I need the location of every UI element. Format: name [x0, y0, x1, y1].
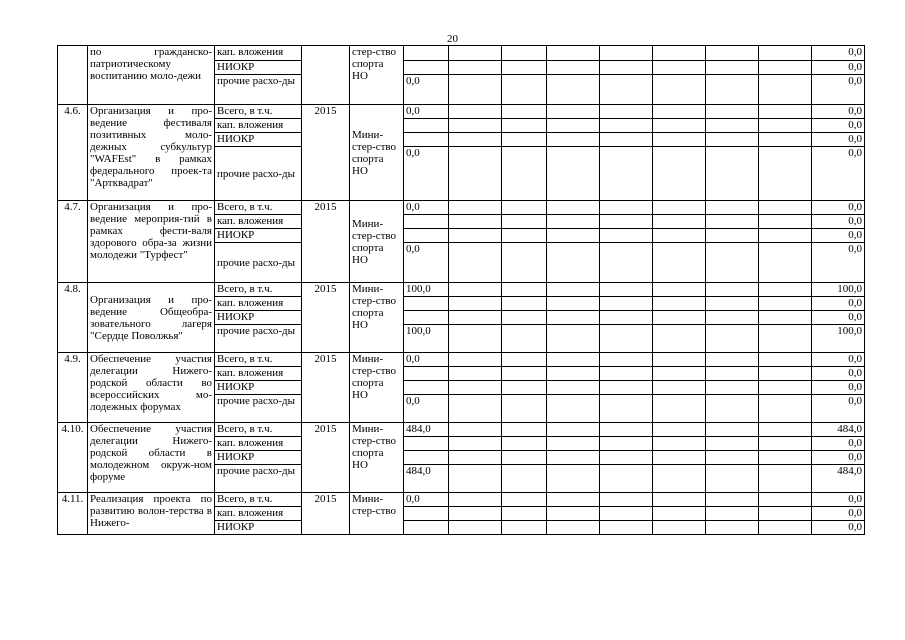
total-cell: 0,0	[812, 493, 865, 507]
value-cell	[404, 437, 449, 451]
expense-type-other: прочие расхо-ды	[215, 147, 302, 201]
value-cell	[404, 215, 449, 229]
measure-name: Организация и про-ведение фестиваля позитивных моло-дежных субкультур "WAFEst" в рамках федерального проек-та "Артквадрат"	[88, 105, 215, 201]
ministry-cell: Мини-стер-ство спорта НО	[350, 353, 404, 423]
total-cell: 0,0	[812, 353, 865, 367]
expense-type-total: Всего, в т.ч.	[215, 353, 302, 367]
value-cell: 484,0	[404, 465, 449, 493]
expense-type-niokr: НИОКР	[215, 521, 302, 535]
total-cell: 100,0	[812, 325, 865, 353]
expense-type-other: прочие расхо-ды	[215, 243, 302, 283]
table-row	[58, 353, 865, 367]
total-cell: 0,0	[812, 46, 865, 61]
measure-name: Организация и про-ведение мероприя-тий в рамках фести-валя здорового обра-за жизни молодежи "Турфест"	[88, 201, 215, 283]
year-cell: 2015	[302, 353, 350, 423]
row-number: 4.10.	[58, 423, 88, 493]
value-cell	[404, 133, 449, 147]
year-cell: 2015	[302, 283, 350, 353]
ministry-cell: Мини-стер-ство спорта НО	[350, 201, 404, 283]
value-cell: 0,0	[404, 201, 449, 215]
table-row	[58, 46, 865, 61]
total-cell: 0,0	[812, 395, 865, 423]
total-cell: 0,0	[812, 201, 865, 215]
expense-type-niokr: НИОКР	[215, 133, 302, 147]
value-cell: 484,0	[404, 423, 449, 437]
value-cell	[404, 381, 449, 395]
value-cell	[404, 61, 449, 75]
measure-name: Реализация проекта по развитию волон-терства в Нижего-	[88, 493, 215, 535]
expense-type-cap: кап. вложения	[215, 215, 302, 229]
expense-type-total: Всего, в т.ч.	[215, 493, 302, 507]
ministry-cell: Мини-стер-ство спорта НО	[350, 423, 404, 493]
total-cell: 0,0	[812, 507, 865, 521]
table-row	[58, 105, 865, 119]
total-cell: 484,0	[812, 465, 865, 493]
total-cell: 0,0	[812, 451, 865, 465]
expense-type-cap: кап. вложения	[215, 297, 302, 311]
value-cell: 0,0	[404, 243, 449, 283]
expense-type-niokr: НИОКР	[215, 311, 302, 325]
value-cell: 0,0	[404, 147, 449, 201]
budget-table	[57, 45, 865, 535]
total-cell: 484,0	[812, 423, 865, 437]
year-cell: 2015	[302, 201, 350, 283]
ministry-cell: Мини-стер-ство	[350, 493, 404, 535]
page-number: 20	[447, 33, 458, 45]
expense-type-total: Всего, в т.ч.	[215, 105, 302, 119]
expense-type-other: прочие расхо-ды	[215, 395, 302, 423]
expense-type-cap: кап. вложения	[215, 437, 302, 451]
measure-name: Обеспечение участия делегации Нижего-родской области в молодежном окруж-ном форуме	[88, 423, 215, 493]
value-cell	[404, 311, 449, 325]
expense-type-other: прочие расхо-ды	[215, 465, 302, 493]
expense-type-other: прочие расхо-ды	[215, 325, 302, 353]
measure-name: Организация и про-ведение Общеобра-зовательного лагеря "Сердце Поволжья"	[88, 283, 215, 353]
table-row	[58, 283, 865, 297]
total-cell: 0,0	[812, 119, 865, 133]
total-cell: 0,0	[812, 311, 865, 325]
row-number: 4.9.	[58, 353, 88, 423]
expense-type-cap: кап. вложения	[215, 367, 302, 381]
total-cell: 0,0	[812, 297, 865, 311]
total-cell: 0,0	[812, 243, 865, 283]
total-cell: 0,0	[812, 133, 865, 147]
expense-type-niokr: НИОКР	[215, 61, 302, 75]
expense-type-total: Всего, в т.ч.	[215, 283, 302, 297]
value-cell	[404, 229, 449, 243]
expense-type-cap: кап. вложения	[215, 507, 302, 521]
measure-name: Обеспечение участия делегации Нижего-родской области во всероссийских мо-лодежных форумах	[88, 353, 215, 423]
year-cell: 2015	[302, 423, 350, 493]
value-cell	[404, 367, 449, 381]
value-cell: 0,0	[404, 395, 449, 423]
table-row	[58, 201, 865, 215]
value-cell	[404, 46, 449, 61]
expense-type-niokr: НИОКР	[215, 451, 302, 465]
total-cell: 0,0	[812, 105, 865, 119]
value-cell: 100,0	[404, 325, 449, 353]
row-number: 4.6.	[58, 105, 88, 201]
expense-type-total: Всего, в т.ч.	[215, 201, 302, 215]
total-cell: 0,0	[812, 229, 865, 243]
value-cell	[404, 119, 449, 133]
expense-type-niokr: НИОКР	[215, 229, 302, 243]
total-cell: 100,0	[812, 283, 865, 297]
expense-type-cap: кап. вложения	[215, 119, 302, 133]
total-cell: 0,0	[812, 215, 865, 229]
value-cell	[404, 507, 449, 521]
total-cell: 0,0	[812, 437, 865, 451]
row-number: 4.7.	[58, 201, 88, 283]
expense-type-total: Всего, в т.ч.	[215, 423, 302, 437]
value-cell: 0,0	[404, 75, 449, 105]
table-row	[58, 493, 865, 507]
value-cell	[404, 297, 449, 311]
table-row	[58, 423, 865, 437]
value-cell	[404, 451, 449, 465]
ministry-cell: стер-ство спорта НО	[350, 46, 404, 105]
total-cell: 0,0	[812, 367, 865, 381]
row-number	[58, 46, 88, 105]
year-cell	[302, 46, 350, 105]
total-cell: 0,0	[812, 381, 865, 395]
total-cell: 0,0	[812, 61, 865, 75]
value-cell	[404, 521, 449, 535]
year-cell: 2015	[302, 105, 350, 201]
value-cell: 100,0	[404, 283, 449, 297]
value-cell: 0,0	[404, 493, 449, 507]
measure-name: по гражданско-патриотическому воспитанию моло-дежи	[88, 46, 215, 105]
expense-type-cap: кап. вложения	[215, 46, 302, 61]
ministry-cell: Мини-стер-ство спорта НО	[350, 283, 404, 353]
row-number: 4.11.	[58, 493, 88, 535]
value-cell: 0,0	[404, 105, 449, 119]
expense-type-other: прочие расхо-ды	[215, 75, 302, 105]
value-cell: 0,0	[404, 353, 449, 367]
total-cell: 0,0	[812, 147, 865, 201]
row-number: 4.8.	[58, 283, 88, 353]
ministry-cell: Мини-стер-ство спорта НО	[350, 105, 404, 201]
total-cell: 0,0	[812, 521, 865, 535]
total-cell: 0,0	[812, 75, 865, 105]
expense-type-niokr: НИОКР	[215, 381, 302, 395]
year-cell: 2015	[302, 493, 350, 535]
